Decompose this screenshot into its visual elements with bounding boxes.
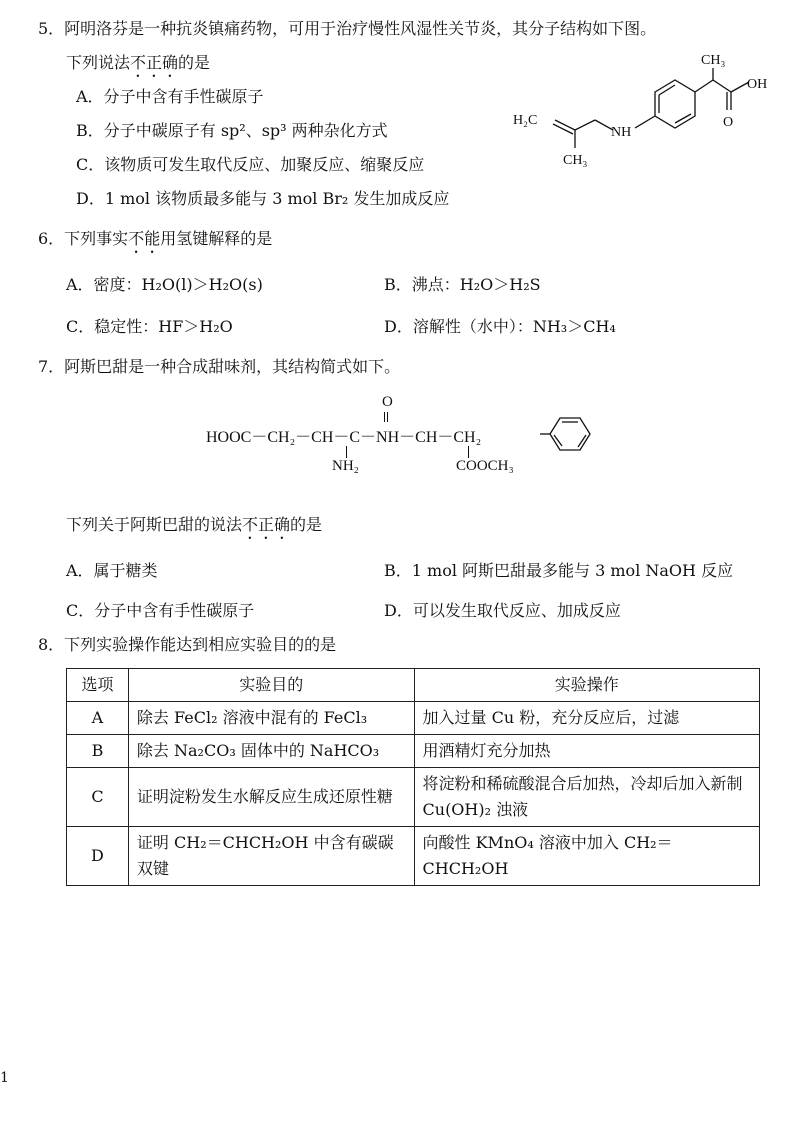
carbonyl-bond-2 [384, 412, 385, 422]
h2c-label: H₂C [513, 113, 538, 128]
q5-ask-post: 的是 [178, 53, 211, 72]
page-number: 1 [0, 1070, 9, 1086]
q7-stem: 7．阿斯巴甜是一种合成甜味剂，其结构简式如下。 [38, 357, 401, 376]
row-option: C [67, 768, 129, 827]
ester-bond [468, 446, 469, 458]
q5-ask-emphasis: 不正确 [130, 53, 179, 72]
cooch3-label: COOCH₃ [456, 458, 514, 474]
oh-label: OH [747, 77, 768, 92]
header-option: 选项 [67, 669, 129, 702]
q5-ask [66, 52, 210, 81]
row-operation: 将淀粉和稀硫酸混合后加热，冷却后加入新制 Cu(OH)₂ 浊液 [414, 768, 759, 827]
row-operation: 用酒精灯充分加热 [414, 735, 759, 768]
header-operation: 实验操作 [414, 669, 759, 702]
table-row [67, 702, 760, 735]
q5-ask-pre: 下列说法 [66, 53, 131, 72]
row-goal: 证明淀粉发生水解反应生成还原性糖 [128, 768, 414, 827]
q7-ask-post: 的是 [290, 515, 323, 534]
q7-option-a: A．属于糖类 [66, 561, 158, 580]
nh2-bond [346, 446, 347, 458]
q7-ask-emphasis: 不正确 [242, 515, 291, 534]
q8-experiment-table [66, 668, 760, 886]
header-goal: 实验目的 [128, 669, 414, 702]
q5-stem: 5．阿明洛芬是一种抗炎镇痛药物，可用于治疗慢性风湿性关节炎，其分子结构如下图。 [38, 19, 657, 38]
q5-option-a: A．分子中含有手性碳原子 [76, 87, 264, 106]
q6-option-a: A．密度：H₂O(l)＞H₂O(s) [66, 275, 263, 294]
q6-option-c: C．稳定性：HF＞H₂O [66, 317, 233, 336]
nh-label: NH [611, 125, 632, 140]
table-row [67, 768, 760, 827]
q6-option-b: B．沸点：H₂O＞H₂S [384, 275, 541, 294]
row-goal: 除去 Na₂CO₃ 固体中的 NaHCO₃ [128, 735, 414, 768]
q8-stem: 8．下列实验操作能达到相应实验目的的是 [38, 635, 337, 654]
nh2-label: NH₂ [332, 458, 359, 474]
row-operation: 加入过量 Cu 粉，充分反应后，过滤 [414, 702, 759, 735]
benzene-ring [655, 80, 695, 128]
q6-option-d: D．溶解性（水中）：NH₃＞CH₄ [384, 317, 616, 336]
q5-molecule-structure [505, 48, 775, 178]
row-goal: 除去 FeCl₂ 溶液中混有的 FeCl₃ [128, 702, 414, 735]
q7-option-b: B．1 mol 阿斯巴甜最多能与 3 mol NaOH 反应 [384, 561, 734, 580]
q7-ask-pre: 下列关于阿斯巴甜的说法 [66, 515, 243, 534]
carbonyl-o-label: O [382, 394, 393, 410]
row-option: B [67, 735, 129, 768]
ch3-top-label: CH₃ [701, 53, 726, 68]
row-operation: 向酸性 KMnO₄ 溶液中加入 CH₂＝CHCH₂OH [414, 827, 759, 886]
ch3-bottom-label: CH₃ [563, 153, 588, 168]
q7-aspartame-formula [206, 394, 606, 484]
table-row [67, 827, 760, 886]
table-header-row [67, 669, 760, 702]
q6-stem-post: 用氢键解释的是 [160, 229, 273, 248]
q5-option-c: C．该物质可发生取代反应、加聚反应、缩聚反应 [76, 155, 425, 174]
q6-stem [38, 228, 272, 257]
row-option: A [67, 702, 129, 735]
q6-stem-emphasis: 不能 [128, 229, 161, 248]
q6-stem-pre: 6．下列事实 [38, 229, 129, 248]
q5-option-b: B．分子中碳原子有 sp²、sp³ 两种杂化方式 [76, 121, 388, 140]
q7-benzene-ring [540, 410, 600, 460]
q5-option-d: D．1 mol 该物质最多能与 3 mol Br₂ 发生加成反应 [76, 189, 450, 208]
carbonyl-bond [387, 412, 388, 422]
aspartame-main-chain: HOOC－CH₂－CH－C－NH－CH－CH₂ [206, 429, 482, 446]
q7-option-d: D．可以发生取代反应、加成反应 [384, 601, 621, 620]
o-label: O [723, 115, 734, 130]
q7-option-c: C．分子中含有手性碳原子 [66, 601, 255, 620]
row-option: D [67, 827, 129, 886]
row-goal: 证明 CH₂＝CHCH₂OH 中含有碳碳双键 [128, 827, 414, 886]
q7-ask [66, 514, 322, 543]
table-row [67, 735, 760, 768]
